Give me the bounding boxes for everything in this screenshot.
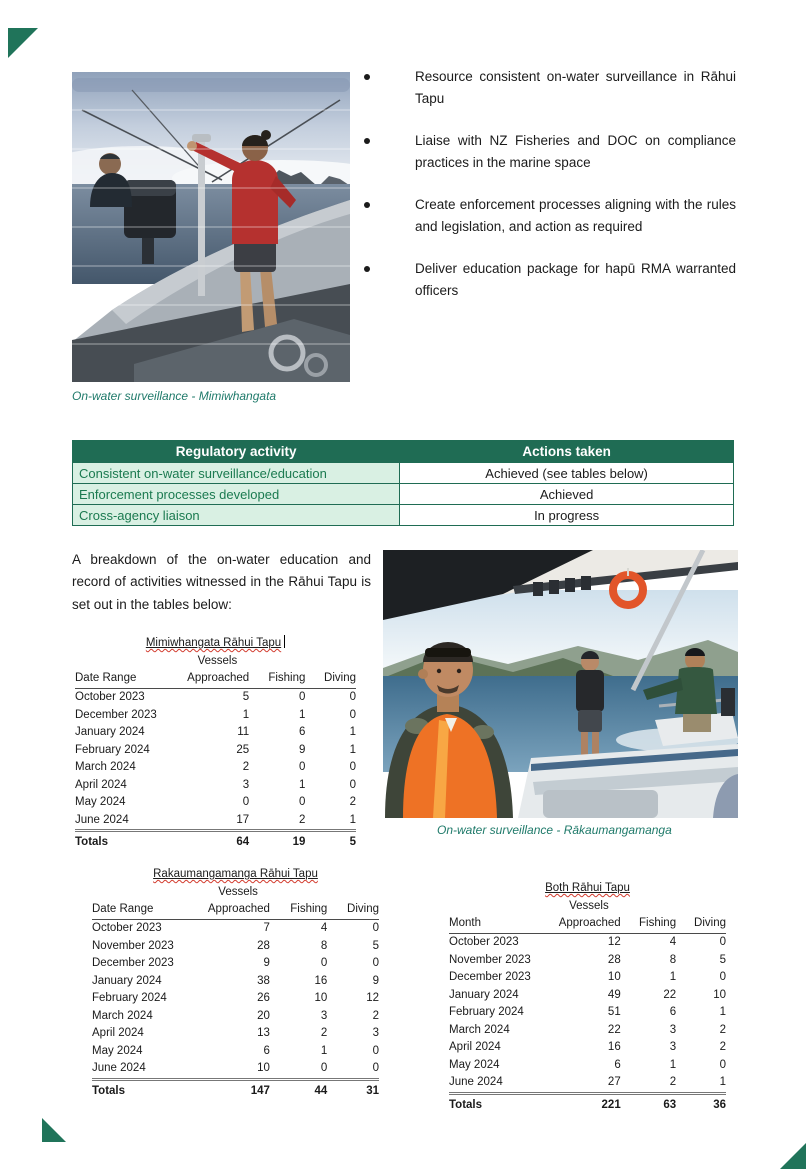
table-row <box>75 653 356 670</box>
table-cell: 31 <box>366 1084 379 1097</box>
table-cell: May 2024 <box>92 1044 143 1057</box>
table-row <box>92 1043 379 1061</box>
table-cell: 22 <box>607 1023 621 1036</box>
regulatory-activity-cell: Consistent on-water surveillance/education <box>73 463 400 484</box>
table-row <box>75 689 356 707</box>
stats-table-title <box>92 867 379 882</box>
table-cell: 221 <box>601 1098 621 1111</box>
bullet-dot-icon <box>364 138 370 144</box>
table-row <box>75 742 356 760</box>
table-cell: 2 <box>249 812 305 831</box>
table-cell: 9 <box>263 957 270 969</box>
table-row <box>75 724 356 742</box>
table-cell: Totals <box>92 1084 126 1097</box>
table-cell: 0 <box>242 796 250 808</box>
table-cell: 19 <box>292 836 306 848</box>
table-row <box>92 973 379 991</box>
stats-table-rakaumangamanga <box>92 867 379 1100</box>
table-cell: 6 <box>263 1044 270 1057</box>
table-cell: 5 <box>242 691 250 703</box>
table-row <box>92 1060 379 1079</box>
bullet-dot-icon <box>364 202 370 208</box>
table-cell: June 2024 <box>75 812 182 831</box>
totals-row <box>75 831 356 852</box>
table-cell: March 2024 <box>75 761 136 773</box>
table-cell: 1 <box>349 743 356 756</box>
table-row <box>449 1057 726 1075</box>
column-header: Fishing <box>621 915 676 934</box>
table-row <box>449 1039 726 1057</box>
table-cell: March 2024 <box>449 1023 510 1036</box>
bullet-list <box>362 66 736 322</box>
vessels-label: Vessels <box>218 886 258 898</box>
table-cell: 36 <box>713 1098 726 1111</box>
table-cell: January 2024 <box>92 974 162 987</box>
table-cell: 27 <box>554 1074 620 1093</box>
table-cell: 8 <box>320 939 328 952</box>
table-cell: March 2024 <box>92 1009 153 1022</box>
table-cell: December 2023 <box>75 708 157 721</box>
table-cell: April 2024 <box>449 1041 501 1053</box>
stats-table-title-text: Mimiwhangata Rāhui Tapu <box>145 637 282 649</box>
table-cell: 9 <box>298 743 306 756</box>
table-cell: 1 <box>719 1006 726 1018</box>
table-row <box>75 777 356 795</box>
table-cell: January 2024 <box>449 988 519 1001</box>
bullet-dot-icon <box>364 266 370 272</box>
table-row <box>92 884 379 901</box>
table-cell: 3 <box>242 778 250 791</box>
table-cell: 1 <box>298 708 306 721</box>
table-cell: 28 <box>257 939 270 952</box>
table-cell: 13 <box>257 1027 270 1039</box>
column-header: Fishing <box>270 901 327 920</box>
stats-table-title <box>75 635 356 651</box>
table-row <box>449 898 726 915</box>
table-cell: 0 <box>298 761 306 773</box>
table-cell: 16 <box>607 1041 621 1053</box>
table-cell: 10 <box>201 1060 270 1079</box>
table-cell: 1 <box>298 778 306 791</box>
table-header-row <box>73 441 734 463</box>
table-cell: 0 <box>298 691 306 703</box>
table-cell: 1 <box>242 708 250 721</box>
table-cell: 2 <box>320 1027 328 1039</box>
table-cell: 6 <box>669 1006 677 1018</box>
bullet-item <box>362 130 736 173</box>
regulatory-activity-cell: Cross-agency liaison <box>73 505 400 526</box>
table-cell: January 2024 <box>75 726 145 738</box>
table-cell: 0 <box>349 761 356 773</box>
table-cell: May 2024 <box>449 1058 500 1071</box>
table-cell: 25 <box>236 743 250 756</box>
table-cell: 0 <box>349 691 356 703</box>
table-row <box>449 1004 726 1022</box>
table-cell: 0 <box>372 1044 379 1057</box>
table-row <box>73 484 734 505</box>
table-cell: 0 <box>719 936 726 948</box>
column-header: Fishing <box>249 670 305 689</box>
table-cell: 11 <box>237 726 250 738</box>
table-cell: 1 <box>669 1058 677 1071</box>
table-row <box>449 969 726 987</box>
table-row <box>92 990 379 1008</box>
table-cell: February 2024 <box>75 743 150 756</box>
bullet-item <box>362 258 736 301</box>
table-header-row <box>92 901 379 920</box>
table-cell: 28 <box>607 953 621 966</box>
column-header: Approached <box>554 915 620 934</box>
table-cell: 3 <box>372 1027 379 1039</box>
table-cell: 2 <box>349 796 356 808</box>
bullet-text: Liaise with NZ Fisheries and DOC on compliance practices in the marine space <box>415 133 736 170</box>
vessels-label: Vessels <box>569 900 609 912</box>
table-cell: 7 <box>263 922 270 934</box>
stats-table <box>75 653 356 852</box>
table-cell: 8 <box>669 953 677 966</box>
regulatory-table-body <box>73 463 734 526</box>
table-cell: 1 <box>669 971 677 983</box>
table-cell: December 2023 <box>449 971 531 983</box>
table-cell: 0 <box>298 796 306 808</box>
table-cell: October 2023 <box>92 922 162 934</box>
table-cell: October 2023 <box>449 936 519 948</box>
table-cell: 5 <box>349 836 356 848</box>
column-header: Regulatory activity <box>73 441 400 463</box>
column-header: Diving <box>327 901 379 920</box>
table-cell: February 2024 <box>92 992 167 1004</box>
table-row <box>75 794 356 812</box>
actions-taken-cell: Achieved (see tables below) <box>400 463 734 484</box>
table-cell: 44 <box>314 1084 328 1097</box>
table-cell: 51 <box>607 1006 621 1018</box>
column-header: Diving <box>676 915 726 934</box>
photo-caption: On-water surveillance - Mimiwhangata <box>72 389 277 403</box>
table-cell: 4 <box>320 922 328 934</box>
bullet-item <box>362 194 736 237</box>
stats-table-title <box>449 881 726 896</box>
table-cell: 0 <box>349 708 356 721</box>
table-cell: June 2024 <box>449 1074 554 1093</box>
table-cell: 1 <box>305 812 356 831</box>
table-cell: 49 <box>607 988 621 1001</box>
table-row <box>75 812 356 831</box>
stats-table-both <box>449 881 726 1114</box>
stats-table <box>449 898 726 1114</box>
table-cell: 5 <box>372 939 379 952</box>
table-cell: 10 <box>314 992 328 1004</box>
table-cell: November 2023 <box>92 939 174 952</box>
column-header: Month <box>449 915 554 934</box>
table-cell: 0 <box>372 957 379 969</box>
photo-mimiwhangata <box>72 72 350 382</box>
table-cell: 6 <box>298 726 306 738</box>
stats-table-title-text: Rakaumangamanga Rāhui Tapu <box>153 868 318 880</box>
table-cell: Totals <box>75 836 109 848</box>
corner-triangle-icon <box>8 28 38 58</box>
table-cell: February 2024 <box>449 1006 524 1018</box>
regulatory-activity-cell: Enforcement processes developed <box>73 484 400 505</box>
table-cell: October 2023 <box>75 691 145 703</box>
table-cell: 147 <box>250 1084 270 1097</box>
photo-rakaumangamanga <box>383 550 738 818</box>
bullet-text: Resource consistent on-water surveillance in Rāhui Tapu <box>415 69 736 106</box>
table-cell: 0 <box>372 922 379 934</box>
actions-taken-cell: Achieved <box>400 484 734 505</box>
stats-table <box>92 884 379 1100</box>
table-cell: 16 <box>314 974 328 987</box>
column-header: Date Range <box>92 901 201 920</box>
table-cell: 10 <box>713 988 726 1001</box>
totals-row <box>92 1079 379 1100</box>
table-cell: April 2024 <box>75 778 127 791</box>
table-cell: April 2024 <box>92 1027 144 1039</box>
table-cell: June 2024 <box>92 1060 201 1079</box>
bullet-text: Deliver education package for hapū RMA warranted officers <box>415 261 736 298</box>
table-cell: 63 <box>663 1098 677 1111</box>
totals-row <box>449 1093 726 1114</box>
table-row <box>449 952 726 970</box>
table-cell: 26 <box>257 992 270 1004</box>
column-header: Diving <box>305 670 356 689</box>
column-header: Approached <box>182 670 249 689</box>
regulatory-table <box>72 440 734 526</box>
table-cell: 5 <box>719 953 726 966</box>
table-cell: 1 <box>320 1044 328 1057</box>
table-row <box>73 463 734 484</box>
table-cell: 10 <box>607 971 621 983</box>
table-cell: 1 <box>676 1074 726 1093</box>
table-cell: 3 <box>669 1023 677 1036</box>
table-cell: 2 <box>719 1041 726 1053</box>
corner-triangle-icon <box>42 1118 66 1142</box>
table-cell: 0 <box>270 1060 327 1079</box>
corner-triangle-icon <box>780 1143 806 1169</box>
bullet-item <box>362 66 736 109</box>
text-cursor-icon <box>284 635 285 648</box>
table-row <box>449 934 726 952</box>
table-cell: 0 <box>349 778 356 791</box>
table-cell: 20 <box>257 1009 270 1022</box>
actions-taken-cell: In progress <box>400 505 734 526</box>
stats-table-title-text: Both Rāhui Tapu <box>545 882 630 894</box>
table-row <box>449 1074 726 1093</box>
table-row <box>449 1022 726 1040</box>
table-row <box>92 955 379 973</box>
photo-caption: On-water surveillance - Rākaumangamanga <box>437 823 672 837</box>
bullet-text: Create enforcement processes aligning with the rules and legislation, and action as required <box>415 197 736 234</box>
table-row <box>92 938 379 956</box>
table-header-row <box>449 915 726 934</box>
table-cell: 0 <box>327 1060 379 1079</box>
table-cell: 0 <box>719 1058 726 1071</box>
vessels-label: Vessels <box>197 655 238 667</box>
table-row <box>449 987 726 1005</box>
table-cell: 38 <box>257 974 270 987</box>
table-row <box>92 1025 379 1043</box>
table-header-row <box>75 670 356 689</box>
table-row <box>75 759 356 777</box>
table-cell: 9 <box>372 974 379 987</box>
column-header: Approached <box>201 901 270 920</box>
table-cell: November 2023 <box>449 953 531 966</box>
table-cell: 0 <box>320 957 328 969</box>
table-cell: 2 <box>621 1074 676 1093</box>
stats-table-mimiwhangata <box>75 635 356 852</box>
column-header: Date Range <box>75 670 182 689</box>
table-cell: 12 <box>366 992 379 1004</box>
table-cell: 2 <box>719 1023 726 1036</box>
table-row <box>73 505 734 526</box>
intro-paragraph: A breakdown of the on-water education and record of activities witnessed in the Rāhui Tapu is set out in the tables below: <box>72 552 371 612</box>
column-header: Actions taken <box>400 441 734 463</box>
table-cell: 12 <box>607 936 621 948</box>
table-cell: 1 <box>349 726 356 738</box>
table-row <box>92 1008 379 1026</box>
bullet-dot-icon <box>364 74 370 80</box>
table-cell: 0 <box>719 971 726 983</box>
table-cell: 2 <box>372 1009 379 1022</box>
table-cell: 6 <box>614 1058 621 1071</box>
table-cell: 4 <box>669 936 677 948</box>
table-cell: 3 <box>320 1009 328 1022</box>
table-cell: Totals <box>449 1098 483 1111</box>
table-cell: May 2024 <box>75 796 126 808</box>
table-cell: 3 <box>669 1041 677 1053</box>
table-row <box>75 707 356 725</box>
table-cell: 22 <box>663 988 677 1001</box>
table-cell: 17 <box>182 812 249 831</box>
table-cell: 64 <box>236 836 250 848</box>
table-cell: 2 <box>242 761 250 773</box>
table-row <box>92 920 379 938</box>
table-cell: December 2023 <box>92 957 174 969</box>
